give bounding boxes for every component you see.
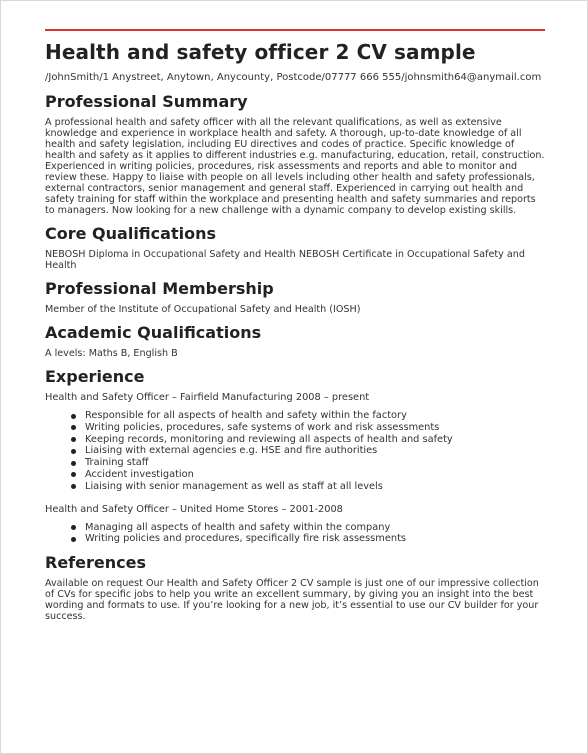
list-item [69, 434, 545, 446]
bullet-icon [71, 537, 76, 542]
list-item-text: Responsible for all aspects of health and safety within the factory [85, 410, 407, 421]
section-heading: Professional Membership [45, 279, 274, 298]
job-title: Health and Safety Officer – United Home Stores – 2001-2008 [45, 503, 343, 515]
section-references [45, 553, 545, 622]
list-item [69, 410, 545, 422]
section-academic-qualifications [45, 323, 545, 359]
summary-text: A professional health and safety officer with all the relevant qualifications, as well as extensive knowledge and experience in workplace health and safety. A thorough, up-to-date knowledge of all health and safety legislation, including EU directives and codes of practice. Specific knowledge of health and safety as it applies to different industries e.g. manufacturing, education, retail, construction. Experienced in writing policies, procedures, risk assessments and reports and able to monitor and review these. Happy to liaise with people on all levels including other health and safety professionals, external contractors, senior management and general staff. Experienced in carrying out health and safety training for staff within the workplace and presenting health and safety summaries and reports to managers. Now looking for a new challenge with a dynamic company to develop existing skills. [45, 117, 545, 216]
job-title: Health and Safety Officer – Fairfield Manufacturing 2008 – present [45, 392, 370, 403]
section-heading: Experience [45, 367, 145, 386]
bullet-icon [71, 449, 76, 454]
list-item [69, 445, 545, 457]
section-experience [45, 367, 545, 545]
list-item-text: Writing policies and procedures, specifically fire risk assessments [85, 533, 407, 545]
bullet-icon [71, 414, 76, 419]
bullet-icon [71, 461, 76, 466]
section-heading: Academic Qualifications [45, 323, 262, 342]
section-professional-summary [45, 92, 545, 216]
list-item-text: Accident investigation [85, 468, 194, 480]
core-qualifications-text: NEBOSH Diploma in Occupational Safety and Health NEBOSH Certificate in Occupational Safety and Health [45, 249, 525, 271]
list-item-text: Liaising with external agencies e.g. HSE and fire authorities [85, 445, 378, 457]
section-heading: Core Qualifications [45, 224, 216, 243]
job-duties-list [45, 410, 545, 493]
list-item [69, 522, 545, 534]
references-text: Available on request Our Health and Safety Officer 2 CV sample is just one of our impressive collection of CVs for specific jobs to help you write an excellent summary, by giving you an insight into the best wording and formats to use. If you’re looking for a new job, it’s essential to use our CV builder for your success. [45, 578, 539, 623]
academic-text: A levels: Maths B, English B [45, 348, 178, 359]
list-item [69, 422, 545, 434]
job-duties-list [45, 522, 545, 546]
list-item-text: Writing policies, procedures, safe systems of work and risk assessments [85, 421, 440, 433]
accent-rule [45, 29, 545, 31]
section-heading: References [45, 553, 146, 573]
cv-content [45, 37, 545, 622]
list-item-text: Keeping records, monitoring and reviewing all aspects of health and safety [85, 433, 453, 445]
list-item [69, 457, 545, 469]
cv-title: Health and safety officer 2 CV sample [45, 40, 476, 64]
section-core-qualifications [45, 224, 545, 271]
section-professional-membership [45, 279, 545, 315]
bullet-icon [71, 525, 76, 530]
list-item-text: Liaising with senior management as well as staff at all levels [85, 480, 383, 492]
list-item [69, 469, 545, 481]
list-item [69, 533, 545, 545]
bullet-icon [71, 437, 76, 442]
list-item-text: Training staff [85, 457, 149, 469]
list-item [69, 481, 545, 493]
bullet-icon [71, 484, 76, 489]
job-entry [45, 392, 545, 493]
list-item-text: Managing all aspects of health and safety within the company [85, 521, 391, 533]
contact-details: /JohnSmith/1 Anystreet, Anytown, Anycounty, Postcode/07777 666 555/johnsmith64@anymail.com [45, 72, 542, 83]
job-entry [45, 504, 545, 546]
bullet-icon [71, 425, 76, 430]
bullet-icon [71, 472, 76, 477]
section-heading: Professional Summary [45, 92, 248, 111]
membership-text: Member of the Institute of Occupational Safety and Health (IOSH) [45, 304, 361, 315]
